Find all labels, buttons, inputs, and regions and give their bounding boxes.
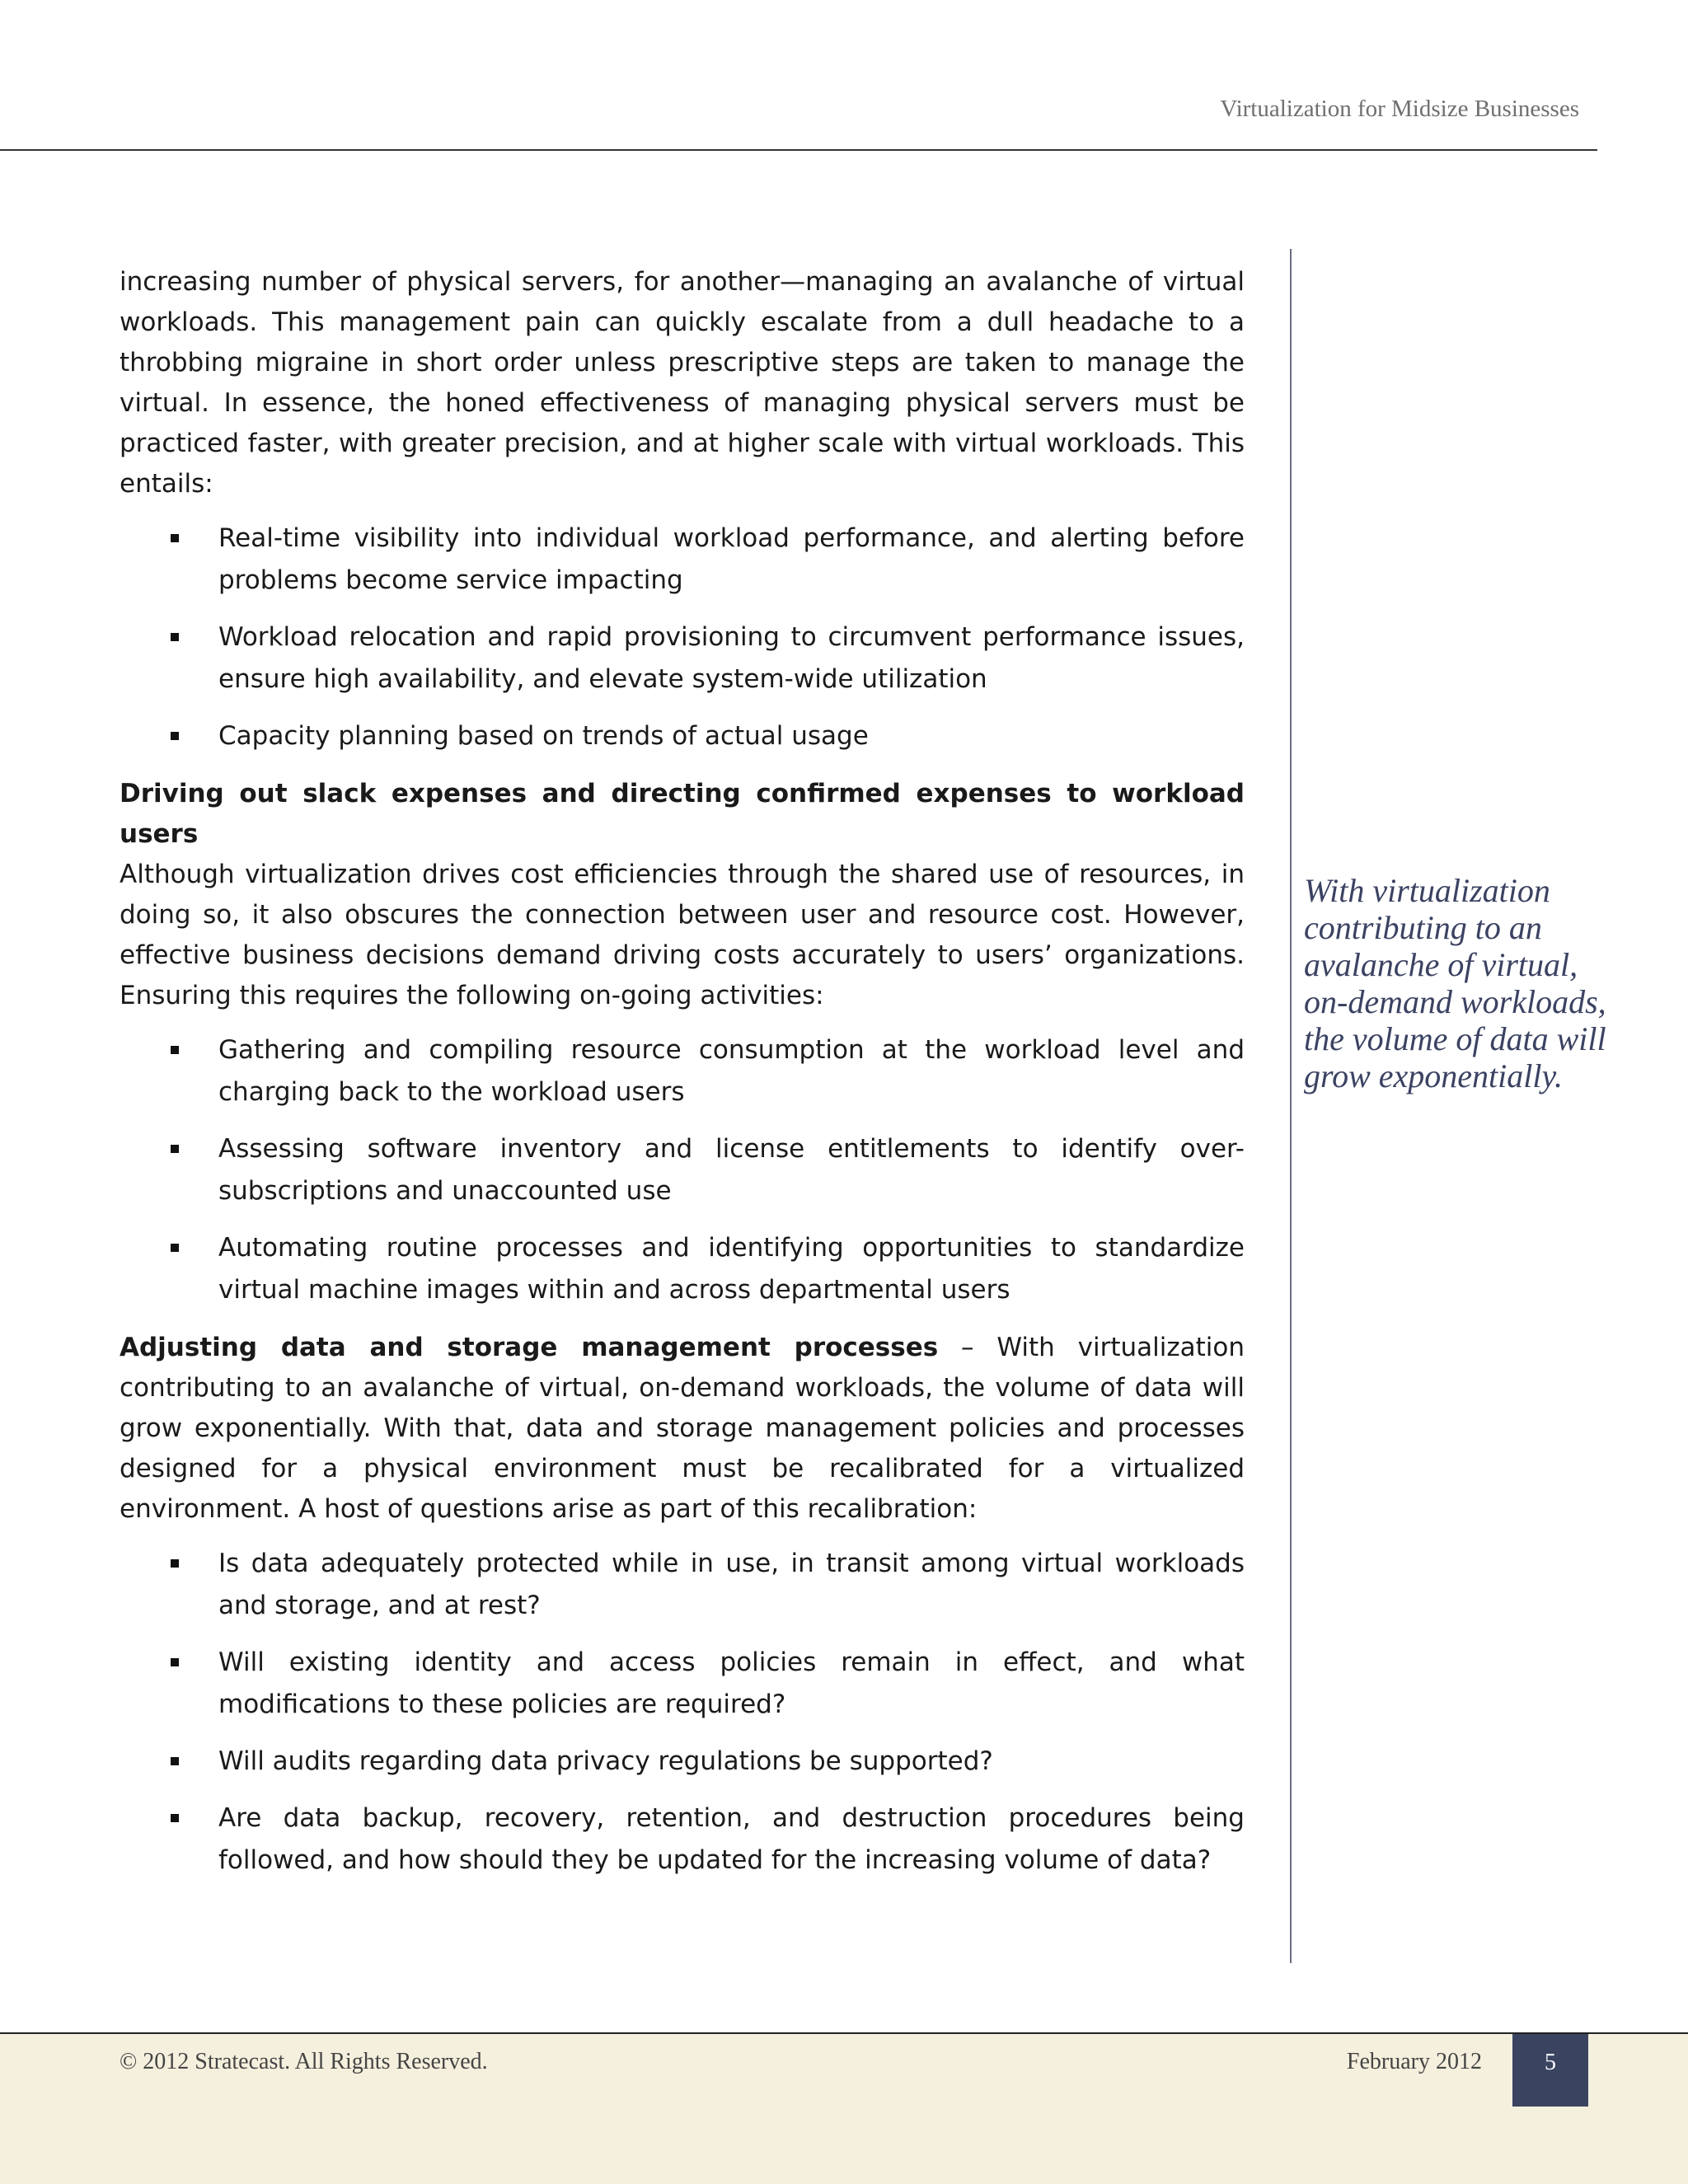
list-item: Capacity planning based on trends of actual usage [218, 715, 1245, 757]
bullet-list-storage [120, 1543, 1245, 1882]
list-item: Is data adequately protected while in use, in transit among virtual workloads and storage, and at rest? [218, 1543, 1245, 1627]
pull-quote: With virtualization contributing to an avalanche of virtual, on-demand workloads, the volume of data will grow exponentially. [1304, 872, 1606, 1094]
square-bullet-icon [171, 1814, 179, 1822]
footer-rule [0, 2032, 1688, 2034]
paragraph-intro: increasing number of physical servers, for another—managing an avalanche of virtual workloads. This management pain can quickly escalate from a dull headache to a throbbing migraine in short order unless prescriptive steps are taken to manage the virtual. In essence, the honed effectiveness of managing physical servers must be practiced faster, with greater precision, and at higher scale with virtual workloads. This entails: [120, 267, 1245, 499]
main-column [120, 262, 1245, 1898]
list-item: Will audits regarding data privacy regulations be supported? [218, 1741, 1245, 1783]
square-bullet-icon [171, 1757, 179, 1765]
square-bullet-icon [171, 1145, 179, 1153]
list-item: Assessing software inventory and license entitlements to identify over-subscriptions and unaccounted use [218, 1128, 1245, 1212]
bullet-list-management [120, 518, 1245, 757]
square-bullet-icon [171, 1658, 179, 1666]
bullet-list-expenses [120, 1029, 1245, 1311]
section-heading-storage: Adjusting data and storage management processes [120, 1333, 939, 1362]
list-item: Will existing identity and access policies remain in effect, and what modifications to these policies are required? [218, 1642, 1245, 1726]
list-item: Workload relocation and rapid provisioning to circumvent performance issues, ensure high availability, and elevate system-wide utilization [218, 616, 1245, 701]
square-bullet-icon [171, 732, 179, 740]
section-heading-expenses: Driving out slack expenses and directing confirmed expenses to workload users [120, 779, 1245, 849]
publication-date: February 2012 [1346, 2049, 1482, 2074]
square-bullet-icon [171, 534, 179, 542]
list-item: Automating routine processes and identifying opportunities to standardize virtual machine images within and across departmental users [218, 1227, 1245, 1311]
page-number: 5 [1512, 2034, 1588, 2107]
square-bullet-icon [171, 1244, 179, 1252]
square-bullet-icon [171, 1046, 179, 1054]
square-bullet-icon [171, 1559, 179, 1568]
list-item: Real-time visibility into individual workload performance, and alerting before problems become service impacting [218, 518, 1245, 602]
sidebar-divider [1290, 249, 1292, 1963]
copyright-notice: © 2012 Stratecast. All Rights Reserved. [120, 2049, 488, 2074]
list-item: Are data backup, recovery, retention, and destruction procedures being followed, and how should they be updated for the increasing volume of data? [218, 1797, 1245, 1882]
paragraph-expenses: Driving out slack expenses and directing confirmed expenses to workload users Although virtualization drives cost efficiencies through the shared use of resources, in doing so, it also obscures the connection between user and resource cost. However, effective business decisions demand driving costs accurately to users’ organizations. Ensuring this requires the following on-going activities: [120, 779, 1245, 1010]
square-bullet-icon [171, 633, 179, 641]
header-rule [0, 149, 1597, 151]
running-header: Virtualization for Midsize Businesses [1220, 96, 1579, 122]
list-item: Gathering and compiling resource consumption at the workload level and charging back to the workload users [218, 1029, 1245, 1113]
paragraph-storage: Adjusting data and storage management processes – With virtualization contributing to an avalanche of virtual, on-demand workloads, the volume of data will grow exponentially. With that, data and storage management policies and processes designed for a physical environment must be recalibrated for a virtualized environment. A host of questions arise as part of this recalibration: [120, 1333, 1245, 1524]
